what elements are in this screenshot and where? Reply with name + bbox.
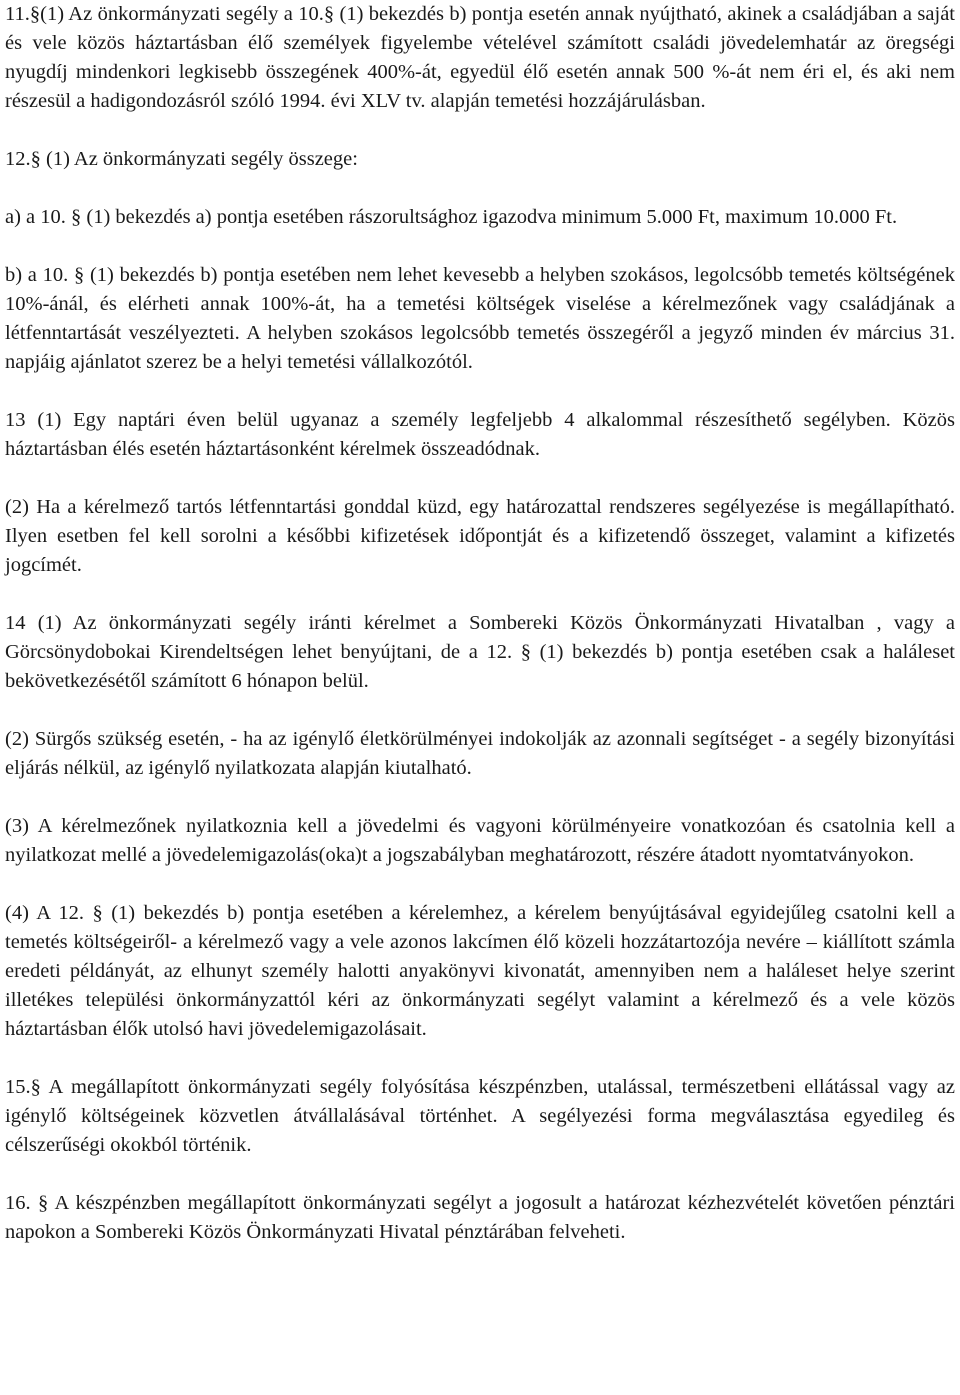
paragraph-12-a: a) a 10. § (1) bekezdés a) pontja esetében rászorultsághoz igazodva minimum 5.000 Ft, maximum 10.000 Ft. [5,206,898,228]
paragraph-15: 15.§ A megállapított önkormányzati segély folyósítása készpénzben, utalással, természetbeni ellátással vagy az igénylő költségeinek közvetlen átvállalásával történhet. A segélyezési forma megválasztása egyedileg és célszerűségi okokból történik. [5,1076,955,1156]
paragraph-14-3: (3) A kérelmezőnek nyilatkoznia kell a jövedelmi és vagyoni körülményeire vonatkozóan és csatolnia kell a nyilatkozat mellé a jövedelemigazolás(oka)t a jogszabályban meghatározott, részére átadott nyomtatványokon. [5,815,955,866]
document-page [5,0,955,1247]
paragraph-11: 11.§(1) Az önkormányzati segély a 10.§ (1) bekezdés b) pontja esetén annak nyújtható, akinek a családjában a saját és vele közös háztartásban élő személyek figyelembe vételével számított családi jövedelemhatár az öregségi nyugdíj mindenkori legkisebb összegének 400%-át, egyedül élő esetén annak 500 %-át nem éri el, és aki nem részesül a hadigondozásról szóló 1994. évi XLV tv. alapján temetési hozzájárulásban. [5,3,955,112]
paragraph-14-1: 14 (1) Az önkormányzati segély iránti kérelmet a Sombereki Közös Önkormányzati Hivatalban , vagy a Görcsönydobokai Kirendeltségen lehet benyújtani, de a 12. § (1) bekezdés b) pontja esetében csak a haláleset bekövetkezésétől számított 6 hónapon belül. [5,612,955,692]
paragraph-14-2: (2) Sürgős szükség esetén, - ha az igénylő életkörülményei indokolják az azonnali segítséget - a segély bizonyítási eljárás nélkül, az igénylő nyilatkozata alapján kiutalható. [5,728,955,779]
paragraph-14-4: (4) A 12. § (1) bekezdés b) pontja esetében a kérelemhez, a kérelem benyújtásával egyidejűleg csatolni kell a temetés költségeiről- a kérelmező vagy a vele azonos lakcímen élő közeli hozzátartozója nevére – kiállított számla eredeti példányát, az elhunyt személy halotti anyakönyvi kivonatát, amennyiben nem a haláleset helye szerint illetékes települési önkormányzattól kéri az önkormányzati segélyt valamint a kérelmező és a vele közös háztartásban élők utolsó havi jövedelemigazolásait. [5,902,955,1040]
paragraph-12-b: b) a 10. § (1) bekezdés b) pontja esetében nem lehet kevesebb a helyben szokásos, legolcsóbb temetés költségének 10%-ánál, és elérheti annak 100%-át, ha a temetési költségek viselése a kérelmezőnek vagy családjának a létfenntartását veszélyezteti. A helyben szokásos legolcsóbb temetés összegéről a jegyző minden év március 31. napjáig ajánlatot szerez be a helyi temetési vállalkozótól. [5,264,955,373]
paragraph-13-2: (2) Ha a kérelmező tartós létfenntartási gonddal küzd, egy határozattal rendszeres segélyezése is megállapítható. Ilyen esetben fel kell sorolni a későbbi kifizetések időpontját és a kifizetendő összeget, valamint a kifizetés jogcímét. [5,496,955,576]
paragraph-12-heading: 12.§ (1) Az önkormányzati segély összege: [5,148,358,170]
paragraph-16: 16. § A készpénzben megállapított önkormányzati segélyt a jogosult a határozat kézhezvételét követően pénztári napokon a Sombereki Közös Önkormányzati Hivatal pénztárában felveheti. [5,1192,955,1243]
paragraph-13-1: 13 (1) Egy naptári éven belül ugyanaz a személy legfeljebb 4 alkalommal részesíthető segélyben. Közös háztartásban élés esetén háztartásonként kérelmek összeadódnak. [5,409,955,460]
